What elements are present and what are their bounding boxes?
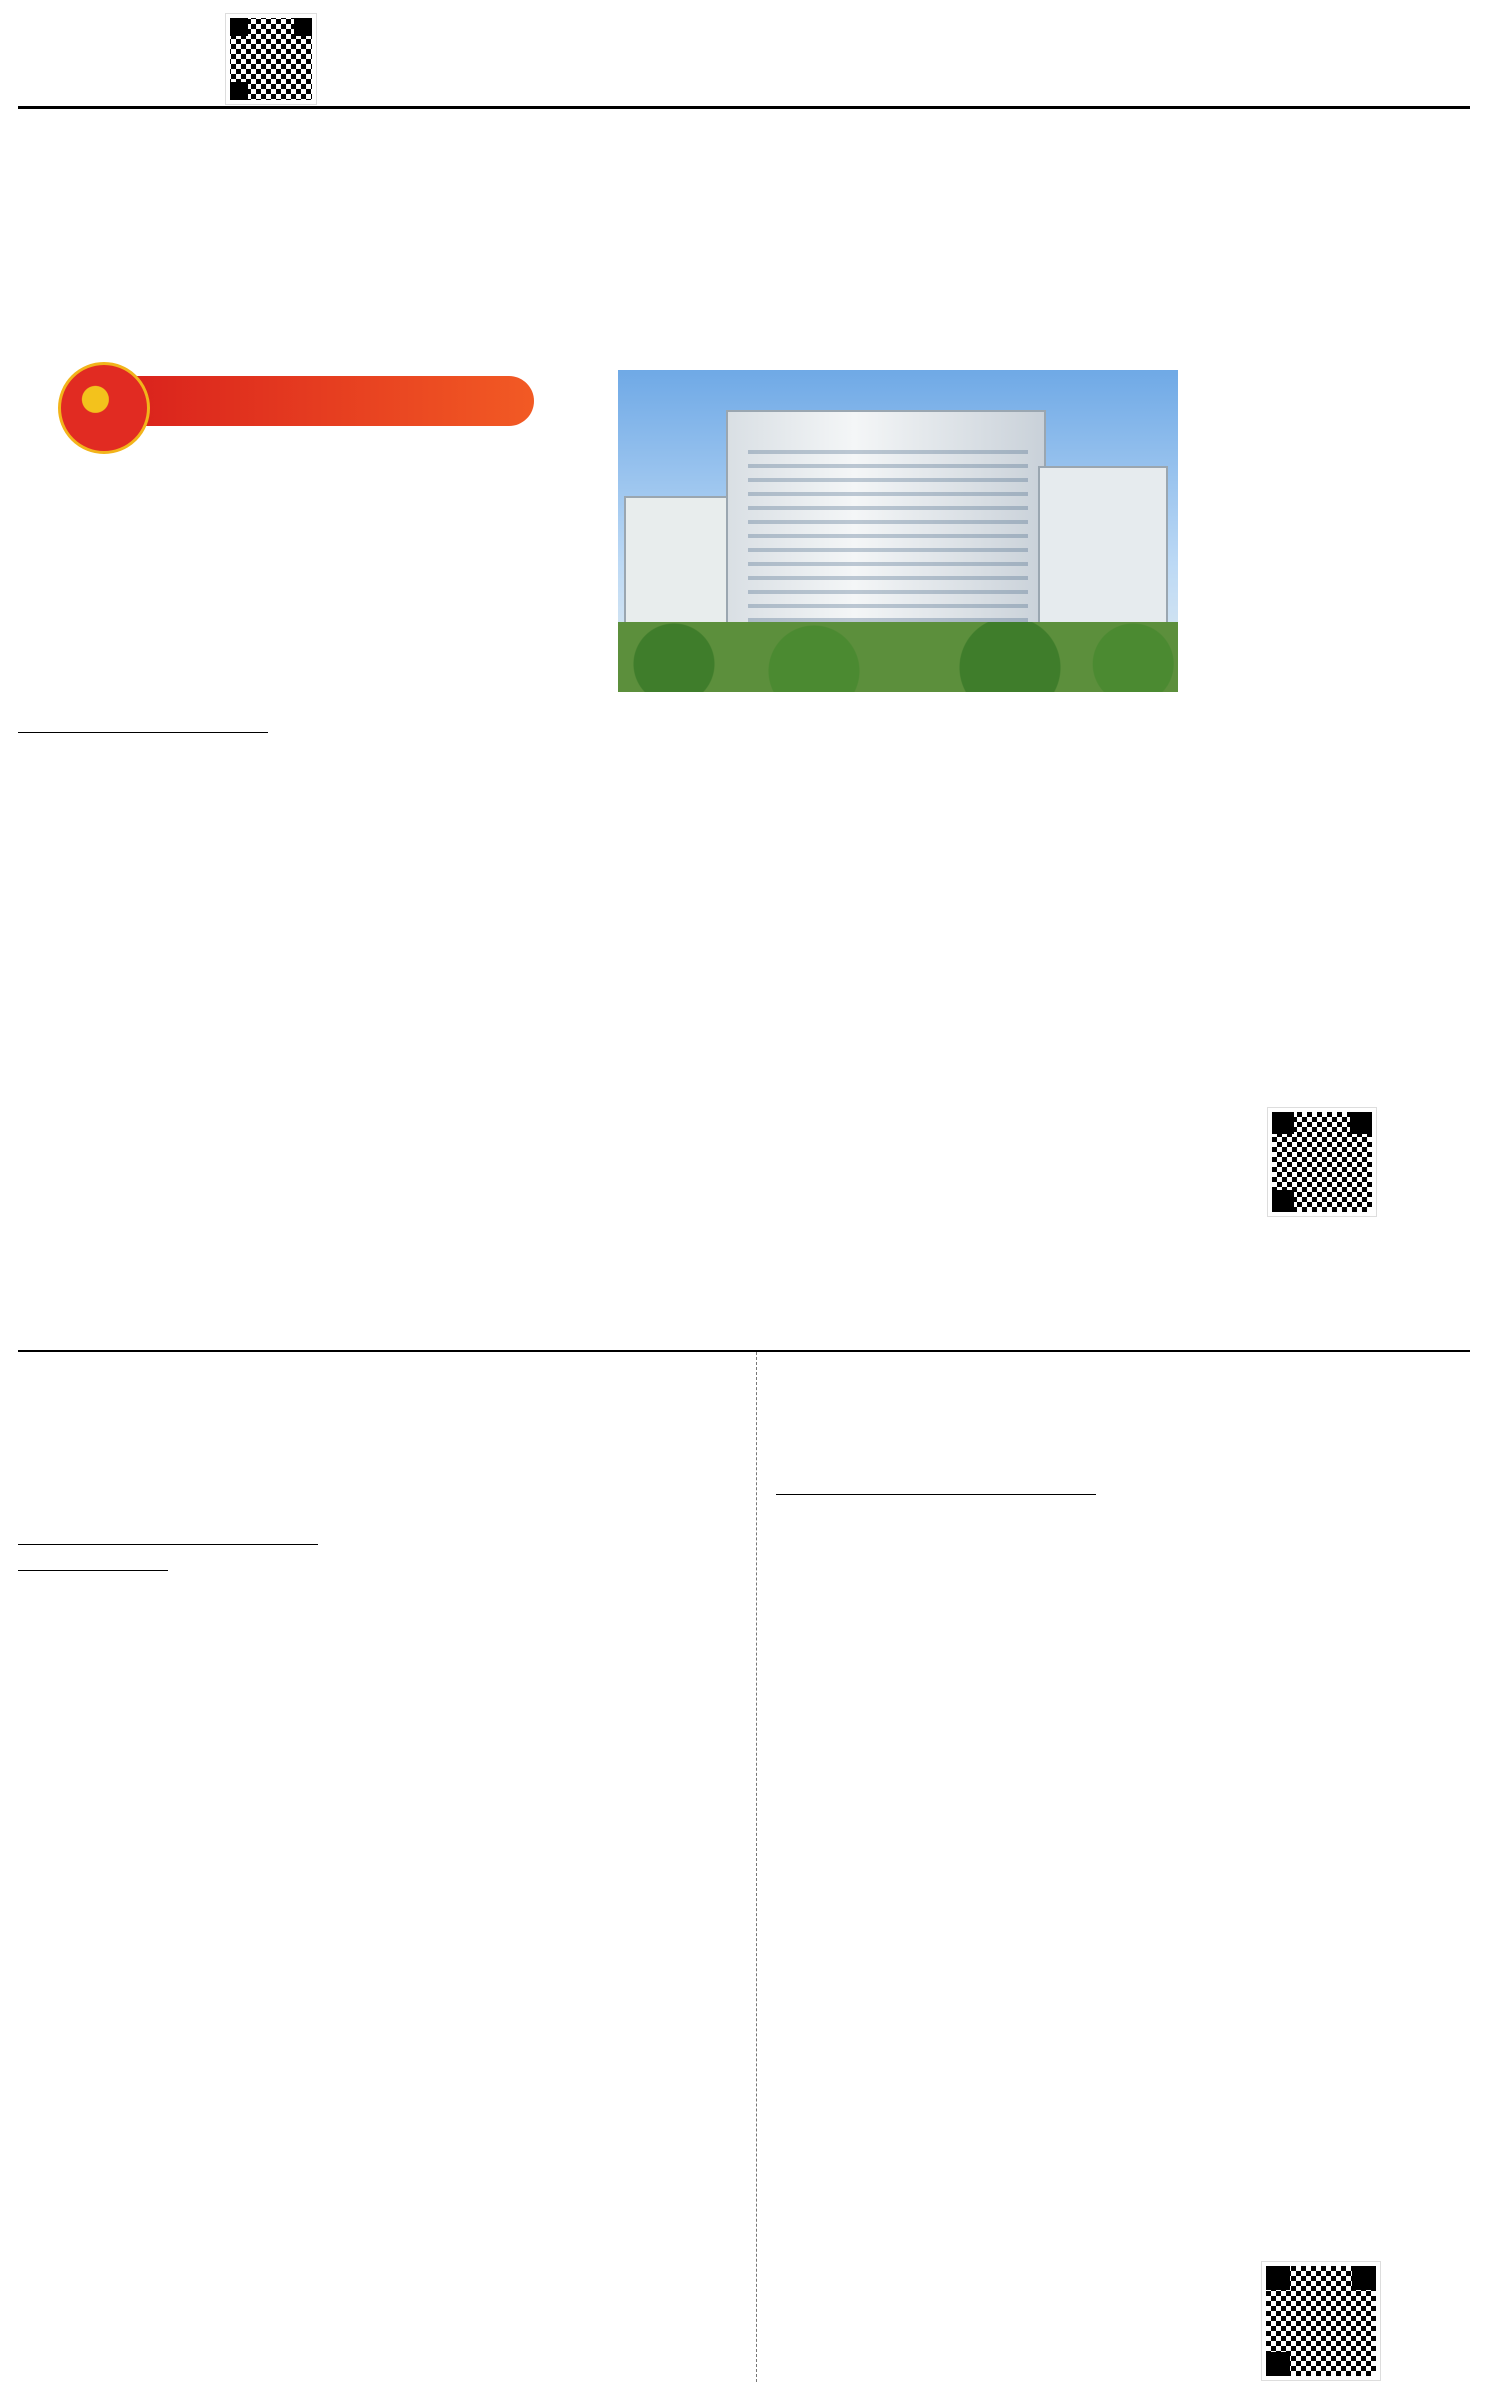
story3-column-1 xyxy=(776,1740,1106,2380)
column-divider xyxy=(756,1352,757,2382)
story1-column-1 xyxy=(18,866,280,1286)
hospital-photo xyxy=(618,370,1178,692)
story3-column-2 xyxy=(1140,1574,1470,2248)
story1-column-4-top xyxy=(906,708,1168,848)
story2-byline xyxy=(18,1542,318,1545)
column-banner xyxy=(58,362,528,458)
header-rule xyxy=(18,106,1470,109)
story1-column-3 xyxy=(610,822,872,1292)
masthead xyxy=(0,0,1488,112)
qr-code-icon[interactable] xyxy=(1262,2262,1380,2380)
story1-column-4 xyxy=(906,936,1168,1292)
party-emblem-icon xyxy=(58,362,150,454)
section-divider xyxy=(18,1350,1470,1352)
banner-bar xyxy=(114,376,534,426)
photo-trees xyxy=(618,622,1178,692)
qr-code-icon[interactable] xyxy=(1268,1108,1376,1216)
story1-column-3-top xyxy=(610,708,872,738)
story2-column-1 xyxy=(18,1610,362,2380)
story3-column-1-top xyxy=(776,1530,1106,1630)
qr-code-icon[interactable] xyxy=(226,14,316,104)
story1-column-5 xyxy=(1206,370,1468,1090)
story1-column-2 xyxy=(314,730,576,1290)
story1-byline xyxy=(18,730,268,733)
story2-byline-correspondent xyxy=(18,1568,168,1571)
story3-byline xyxy=(776,1492,1096,1495)
story2-column-2 xyxy=(384,1542,728,2380)
